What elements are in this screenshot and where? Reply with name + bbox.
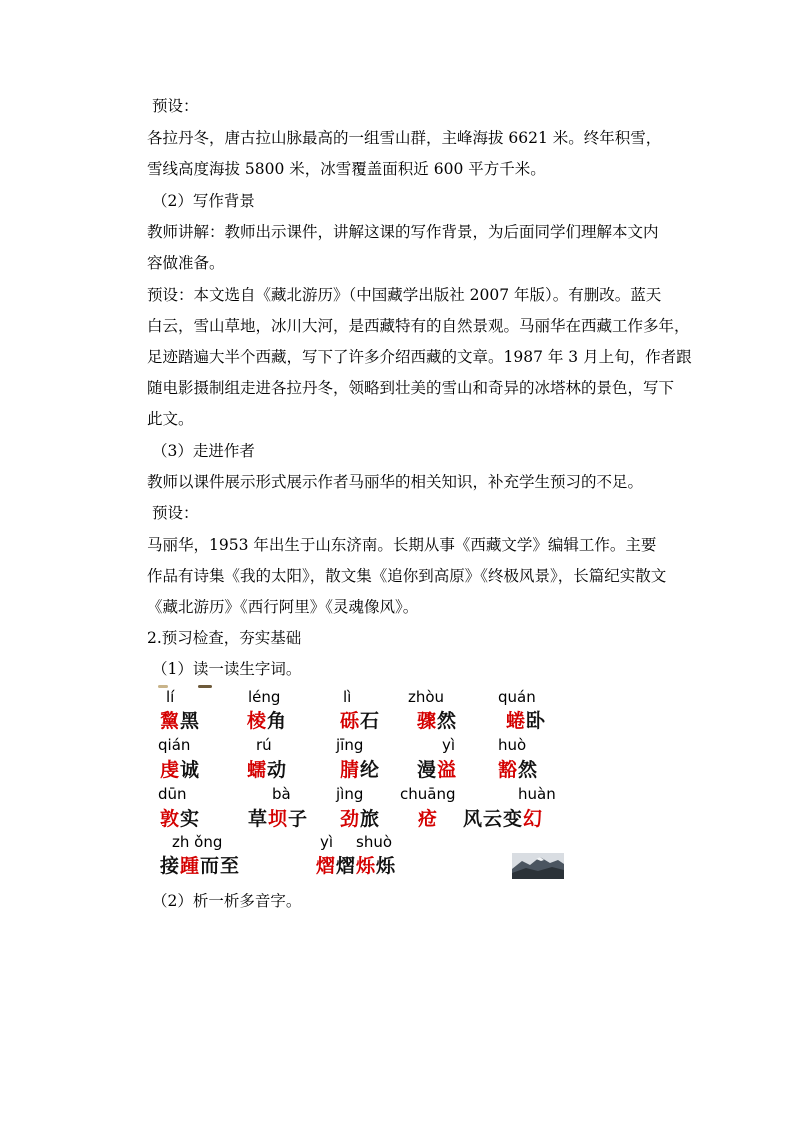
vocab-word: 蠕动 <box>247 759 288 781</box>
pinyin: qián <box>158 736 191 754</box>
pinyin: shuò <box>356 833 393 851</box>
vocab-word: 草坝子 <box>248 808 309 830</box>
vocab-word: 熠熠烁烁 <box>316 855 397 877</box>
vocab-word: 敦实 <box>160 808 201 830</box>
pinyin: huò <box>498 736 527 754</box>
section-heading: 2.预习检查，夯实基础 <box>147 629 302 647</box>
vocab-word: 砾石 <box>340 710 381 732</box>
pinyin: bà <box>272 785 291 803</box>
pinyin: zhòu <box>408 688 445 706</box>
vocab-word: 虔诚 <box>160 759 201 781</box>
pinyin: lì <box>343 688 352 706</box>
section-heading: （1）读一读生字词。 <box>152 660 302 678</box>
paragraph: 雪线高度海拔 5800 米，冰雪覆盖面积近 600 平方千米。 <box>147 160 546 178</box>
paragraph: 容做准备。 <box>147 254 225 272</box>
paragraph: 各拉丹冬，唐古拉山脉最高的一组雪山群，主峰海拔 6621 米。终年积雪， <box>147 129 662 147</box>
vocab-word: 腈纶 <box>340 759 381 781</box>
pinyin: jìng <box>336 785 364 803</box>
vocab-word: 接踵而至 <box>160 855 241 877</box>
pinyin: yì <box>442 736 456 754</box>
section-heading: （3）走进作者 <box>152 442 255 460</box>
vocab-word: 蜷卧 <box>506 710 547 732</box>
paragraph: 足迹踏遍大半个西藏，写下了许多介绍西藏的文章。1987 年 3 月上旬，作者跟 <box>147 348 692 366</box>
pinyin: chuāng <box>400 785 456 803</box>
vocab-word: 棱角 <box>247 710 288 732</box>
pinyin: lí <box>166 688 175 706</box>
pinyin: zh ǒng <box>172 833 223 851</box>
pinyin: jīng <box>336 736 364 754</box>
section-heading: （2）析一析多音字。 <box>152 892 302 910</box>
pinyin: rú <box>256 736 272 754</box>
paragraph: 随电影摄制组走进各拉丹冬，领略到壮美的雪山和奇异的冰塔林的景色，写下 <box>147 379 675 397</box>
paragraph: 白云，雪山草地，冰川大河，是西藏特有的自然景观。马丽华在西藏工作多年， <box>147 317 690 335</box>
paragraph: 预设：本文选自《藏北游历》（中国藏学出版社 2007 年版）。有删改。蓝天 <box>147 286 662 304</box>
vocab-word: 疮 <box>418 808 439 830</box>
vocab-word: 豁然 <box>498 759 539 781</box>
vocab-word: 风云变幻 <box>463 808 544 830</box>
vocab-word: 漫溢 <box>417 759 458 781</box>
paragraph: 马丽华，1953 年出生于山东济南。长期从事《西藏文学》编辑工作。主要 <box>147 536 657 554</box>
paragraph: 作品有诗集《我的太阳》，散文集《追你到高原》《终极风景》，长篇纪实散文 <box>147 567 667 585</box>
vocab-word: 黧黑 <box>160 710 201 732</box>
mountain-image <box>512 853 564 879</box>
paragraph: 此文。 <box>147 410 194 428</box>
pinyin: quán <box>498 688 536 706</box>
pinyin: léng <box>248 688 281 706</box>
pinyin: yì <box>320 833 334 851</box>
pinyin: dūn <box>158 785 187 803</box>
paragraph: 教师讲解：教师出示课件，讲解这课的写作背景，为后面同学们理解本文内 <box>147 223 659 241</box>
paragraph: 《藏北游历》《西行阿里》《灵魂像风》。 <box>147 598 419 616</box>
vocab-word: 劲旅 <box>340 808 381 830</box>
paragraph: 预设： <box>152 97 199 115</box>
vocab-word: 骤然 <box>417 710 458 732</box>
section-heading: （2）写作背景 <box>152 192 255 210</box>
paragraph: 预设： <box>152 504 199 522</box>
paragraph: 教师以课件展示形式展示作者马丽华的相关知识，补充学生预习的不足。 <box>147 473 644 491</box>
pinyin: huàn <box>518 785 556 803</box>
